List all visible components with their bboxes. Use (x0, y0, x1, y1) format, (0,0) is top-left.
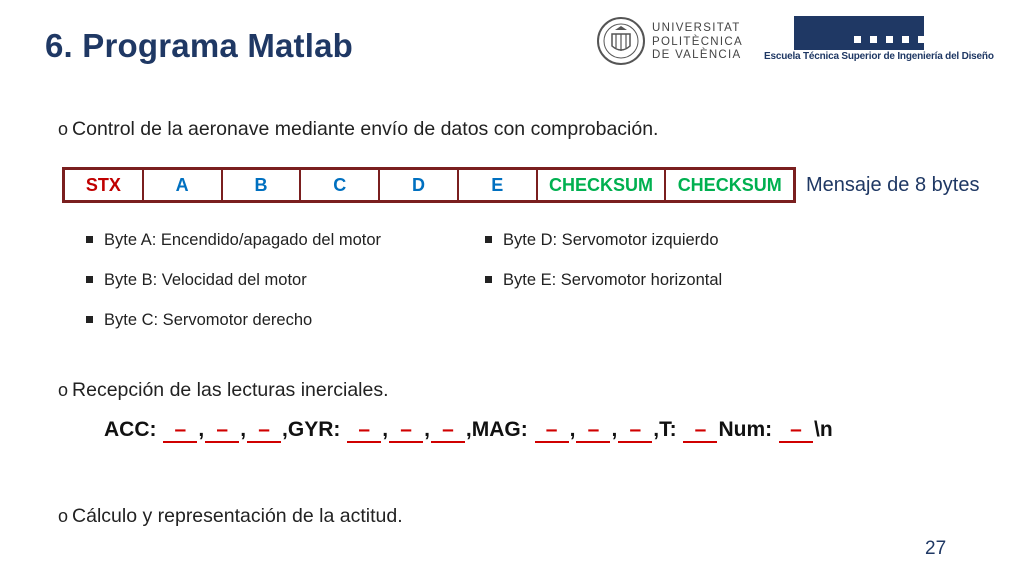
blank-field: – (247, 419, 281, 443)
upv-logo (596, 16, 746, 68)
list-item: Byte A: Encendido/apagado del motor (86, 230, 381, 270)
blank-field: – (431, 419, 465, 443)
blank-field: – (779, 419, 813, 443)
blank-field: – (205, 419, 239, 443)
square-bullet-icon (86, 316, 93, 323)
mag-label: MAG: (471, 418, 528, 441)
byte-cell-checksum-2: CHECKSUM (677, 174, 782, 195)
slide-title: 6. Programa Matlab (45, 27, 354, 64)
blank-field: – (163, 419, 197, 443)
blank-field: – (618, 419, 652, 443)
byte-cell-a: A (144, 170, 223, 200)
square-bullet-icon (485, 236, 492, 243)
acc-label: ACC: (104, 418, 157, 441)
list-item: Byte E: Servomotor horizontal (485, 270, 722, 310)
upv-wordmark: UNIVERSITAT POLITÈCNICA DE VALÈNCIA (652, 22, 743, 61)
message-byte-table (62, 167, 796, 203)
list-item: Byte C: Servomotor derecho (86, 310, 381, 350)
bullet-attitude: o Cálculo y representación de la actitud. (58, 505, 403, 527)
byte-cell-stx: STX (65, 170, 144, 200)
etsid-name: Escuela Técnica Superior de Ingeniería del Diseño (764, 51, 994, 62)
byte-cell-d: D (380, 170, 459, 200)
num-label: Num: (718, 418, 773, 441)
page-number: 27 (925, 538, 947, 559)
square-bullet-icon (485, 276, 492, 283)
message-size-label: Mensaje de 8 bytes (806, 174, 980, 196)
etsid-logo (764, 14, 994, 72)
bullet-control: o Control de la aeronave mediante envío de datos con comprobación. (58, 118, 659, 140)
byte-cell-e: E (459, 170, 538, 200)
byte-list-left (86, 230, 381, 350)
blank-field: – (683, 419, 717, 443)
list-item: Byte D: Servomotor izquierdo (485, 230, 722, 270)
t-label: T: (659, 418, 677, 441)
gyr-label: GYR: (287, 418, 341, 441)
blank-field: – (535, 419, 569, 443)
bullet-marker: o (58, 119, 69, 139)
blank-field: – (576, 419, 610, 443)
newline-terminator: \n (813, 418, 833, 441)
frame-format-line: ACC: – , – , – ,GYR: – , – , – ,MAG: – , – , – ,T: – Num: – \n (104, 418, 833, 441)
etsid-emblem (794, 16, 924, 50)
upv-seal-icon (596, 16, 646, 66)
byte-cell-c: C (301, 170, 380, 200)
square-bullet-icon (86, 276, 93, 283)
blank-field: – (389, 419, 423, 443)
byte-cell-checksum-1: CHECKSUM (538, 170, 667, 200)
byte-cell-b: B (223, 170, 302, 200)
blank-field: – (347, 419, 381, 443)
bullet-marker: o (58, 506, 69, 526)
byte-list-right (485, 230, 722, 310)
list-item: Byte B: Velocidad del motor (86, 270, 381, 310)
square-bullet-icon (86, 236, 93, 243)
bullet-reception: o Recepción de las lecturas inerciales. (58, 379, 389, 401)
bullet-marker: o (58, 380, 69, 400)
